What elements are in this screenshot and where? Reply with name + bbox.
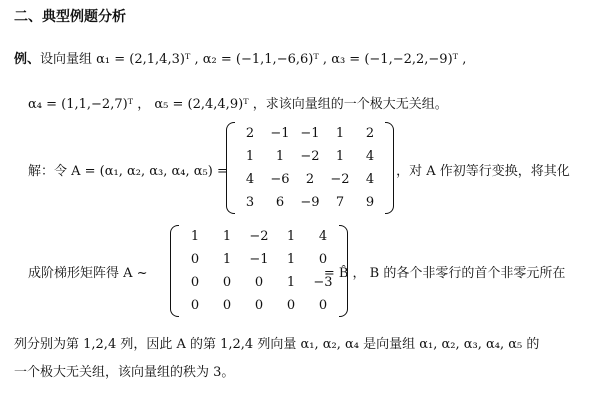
matrix-a-cell: 1 bbox=[335, 126, 345, 141]
matrix-b-row bbox=[179, 248, 339, 271]
vectors-line: α₄ = (1,1,−2,7)ᵀ ， α₅ = (2,4,4,9)ᵀ ，求该向量组的一个极大无关组。 bbox=[28, 97, 448, 112]
matrix-a-row bbox=[235, 122, 385, 145]
matrix-a-row bbox=[235, 191, 385, 214]
matrix-a-cell: 3 bbox=[245, 195, 255, 210]
matrix-a-cell: 2 bbox=[365, 126, 375, 141]
matrix-a-cell: 4 bbox=[245, 172, 255, 187]
matrix-a-cell: 9 bbox=[365, 195, 375, 210]
matrix-a-right-bracket bbox=[385, 122, 394, 214]
matrix-b-cell: 0 bbox=[190, 298, 200, 313]
matrix-b-cell: 0 bbox=[190, 275, 200, 290]
matrix-a-cell: −2 bbox=[300, 149, 320, 164]
matrix-a-cell: 1 bbox=[275, 149, 285, 164]
matrix-a-left-bracket bbox=[226, 122, 235, 214]
matrix-b-cell: 1 bbox=[222, 229, 232, 244]
matrix-b-row bbox=[179, 225, 339, 248]
matrix-b-cell: 0 bbox=[286, 298, 296, 313]
example-line bbox=[14, 48, 466, 67]
matrix-a-cell: 1 bbox=[335, 149, 345, 164]
row-echelon-suffix: = B̂ ， B 的各个非零行的首个非零元所在 bbox=[323, 266, 566, 281]
matrix-a-row bbox=[235, 168, 385, 191]
matrix-b-cell: −1 bbox=[249, 252, 269, 267]
conclusion-line-2: 一个极大无关组，该向量组的秩为 3。 bbox=[14, 365, 235, 380]
matrix-a-table bbox=[235, 122, 385, 214]
matrix-b-cell: 0 bbox=[254, 275, 264, 290]
matrix-b-cell: 0 bbox=[318, 298, 328, 313]
example-label: 例、 bbox=[14, 52, 41, 67]
matrix-b-cell: −3 bbox=[313, 275, 333, 290]
matrix-a bbox=[226, 122, 394, 214]
matrix-b-left-bracket bbox=[170, 225, 179, 317]
example-text: 设向量组 α₁ = (2,1,4,3)ᵀ , α₂ = (−1,1,−6,6)ᵀ , α₃ = (−1,−2,2,−9)ᵀ , bbox=[40, 52, 467, 67]
matrix-b-cell: 1 bbox=[286, 229, 296, 244]
matrix-a-cell: 2 bbox=[305, 172, 315, 187]
matrix-a-cell: 1 bbox=[245, 149, 255, 164]
matrix-b-cell: 1 bbox=[286, 275, 296, 290]
matrix-b-cell: 0 bbox=[222, 275, 232, 290]
matrix-b-cell: 1 bbox=[190, 229, 200, 244]
matrix-b-cell: 0 bbox=[254, 298, 264, 313]
solution-prefix: 解：令 A = (α₁, α₂, α₃, α₄, α₅) = bbox=[28, 164, 228, 179]
row-echelon-prefix: 成阶梯形矩阵得 A ~ bbox=[28, 266, 148, 281]
matrix-a-cell: 7 bbox=[335, 195, 345, 210]
matrix-a-cell: −9 bbox=[300, 195, 320, 210]
matrix-b-cell: 0 bbox=[190, 252, 200, 267]
conclusion-line-1: 列分别为第 1,2,4 列，因此 A 的第 1,2,4 列向量 α₁, α₂, α₄ 是向量组 α₁, α₂, α₃, α₄, α₅ 的 bbox=[14, 337, 540, 352]
matrix-b-cell: −2 bbox=[249, 229, 269, 244]
matrix-b-row bbox=[179, 294, 339, 317]
matrix-b-cell: 4 bbox=[318, 229, 328, 244]
matrix-a-cell: −1 bbox=[270, 126, 290, 141]
matrix-a-cell: 2 bbox=[245, 126, 255, 141]
matrix-a-cell: −6 bbox=[270, 172, 290, 187]
matrix-b-cell: 0 bbox=[222, 298, 232, 313]
matrix-b bbox=[170, 225, 348, 317]
section-heading: 二、典型例题分析 bbox=[14, 9, 126, 25]
matrix-a-cell: 6 bbox=[275, 195, 285, 210]
matrix-a-cell: 4 bbox=[365, 149, 375, 164]
matrix-a-cell: −1 bbox=[300, 126, 320, 141]
matrix-a-cell: −2 bbox=[330, 172, 350, 187]
matrix-b-row bbox=[179, 271, 339, 294]
solution-suffix: ，对 A 作初等行变换，将其化 bbox=[396, 164, 570, 179]
matrix-b-cell: 0 bbox=[318, 252, 328, 267]
matrix-a-row bbox=[235, 145, 385, 168]
matrix-b-right-bracket bbox=[339, 225, 348, 317]
matrix-b-cell: 1 bbox=[222, 252, 232, 267]
matrix-b-cell: 1 bbox=[286, 252, 296, 267]
matrix-a-cell: 4 bbox=[365, 172, 375, 187]
matrix-b-table bbox=[179, 225, 339, 317]
